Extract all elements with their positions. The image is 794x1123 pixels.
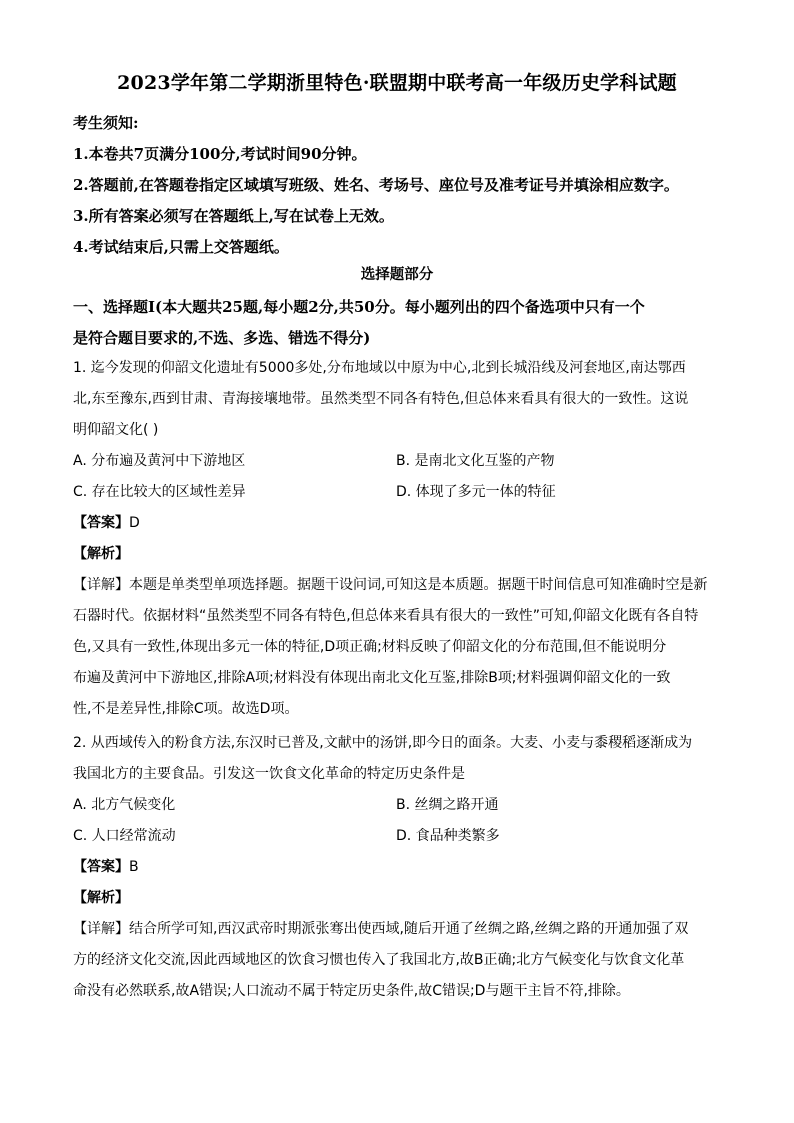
- detail-line: 方的经济文化交流,因此西域地区的饮食习惯也传入了我国北方,故B正确;北方气候变化与饮食文化革: [73, 952, 685, 968]
- option-b: B. 是南北文化互鉴的产物: [396, 453, 555, 469]
- section1-instructions: [73, 292, 733, 354]
- question-stem-line: 1. 迄今发现的仰韶文化遗址有5000多处,分布地域以中原为中心,北到长城沿线及河套地区,南达鄂西: [73, 360, 686, 376]
- answer-line: [73, 852, 733, 883]
- detail-line: 【详解】本题是单类型单项选择题。据题干设问词,可知这是本质题。据题干时间信息可知准确时空是新: [73, 577, 708, 593]
- analysis-tag: 【解析】: [73, 546, 129, 562]
- section-title: 选择题部分: [360, 266, 434, 283]
- notice-item: 1.本卷共7页满分100分,考试时间90分钟。: [73, 145, 367, 163]
- detail-line: 性,不是差异性,排除C项。故选D项。: [73, 701, 299, 717]
- detail-line: 布遍及黄河中下游地区,排除A项;材料没有体现出南北文化互鉴,排除B项;材料强调仰韶文化的一致: [73, 670, 671, 686]
- question-stem-line: 明仰韶文化( ): [73, 422, 159, 438]
- notice-item: 2.答题前,在答题卷指定区域填写班级、姓名、考场号、座位号及准考证号并填涂相应数字。: [73, 176, 679, 194]
- option-a: A. 北方气候变化: [73, 797, 176, 813]
- detail-line: 色,又具有一致性,体现出多元一体的特征,D项正确;材料反映了仰韶文化的分布范围,但不能说明分: [73, 639, 667, 655]
- option-c: C. 存在比较大的区域性差异: [73, 484, 246, 500]
- detail-line: 石器时代。依据材料“虽然类型不同各有特色,但总体来看具有很大的一致性”可知,仰韶文化既有各自特: [73, 608, 699, 624]
- section1-line: 是符合题目要求的,不选、多选、错选不得分): [73, 329, 371, 347]
- question-stem-line: 我国北方的主要食品。引发这一饮食文化革命的特定历史条件是: [73, 766, 465, 782]
- options-row: [73, 790, 733, 821]
- notice-block: [73, 108, 733, 263]
- answer-value: B: [129, 859, 139, 875]
- option-a: A. 分布遍及黄河中下游地区: [73, 453, 246, 469]
- option-b: B. 丝绸之路开通: [396, 797, 499, 813]
- notice-heading: 考生须知:: [73, 114, 139, 132]
- answer-line: [73, 508, 733, 539]
- notice-item: 3.所有答案必须写在答题纸上,写在试卷上无效。: [73, 207, 394, 225]
- exam-title: 2023学年第二学期浙里特色·联盟期中联考高一年级历史学科试题: [117, 72, 677, 94]
- question-stem-line: 2. 从西域传入的粉食方法,东汉时已普及,文献中的汤饼,即今日的面条。大麦、小麦与黍稷稻逐渐成为: [73, 735, 693, 751]
- detail-line: 【详解】结合所学可知,西汉武帝时期派张骞出使西域,随后开通了丝绸之路,丝绸之路的开通加强了双: [73, 921, 689, 937]
- options-row: [73, 821, 733, 852]
- answer-tag: 【答案】: [73, 515, 129, 531]
- question-1: [73, 353, 733, 725]
- options-row: [73, 477, 733, 508]
- notice-item: 4.考试结束后,只需上交答题纸。: [73, 238, 289, 256]
- question-stem-line: 北,东至豫东,西到甘肃、青海接壤地带。虽然类型不同各有特色,但总体来看具有很大的一致性。这说: [73, 391, 689, 407]
- question-2: [73, 728, 733, 1007]
- analysis-tag: 【解析】: [73, 890, 129, 906]
- option-d: D. 体现了多元一体的特征: [396, 484, 556, 500]
- option-c: C. 人口经常流动: [73, 828, 176, 844]
- answer-value: D: [129, 515, 140, 531]
- option-d: D. 食品种类繁多: [396, 828, 500, 844]
- options-row: [73, 446, 733, 477]
- answer-tag: 【答案】: [73, 859, 129, 875]
- detail-line: 命没有必然联系,故A错误;人口流动不属于特定历史条件,故C错误;D与题干主旨不符,排除。: [73, 983, 630, 999]
- section1-line: 一、选择题Ⅰ(本大题共25题,每小题2分,共50分。每小题列出的四个备选项中只有一个: [73, 298, 645, 316]
